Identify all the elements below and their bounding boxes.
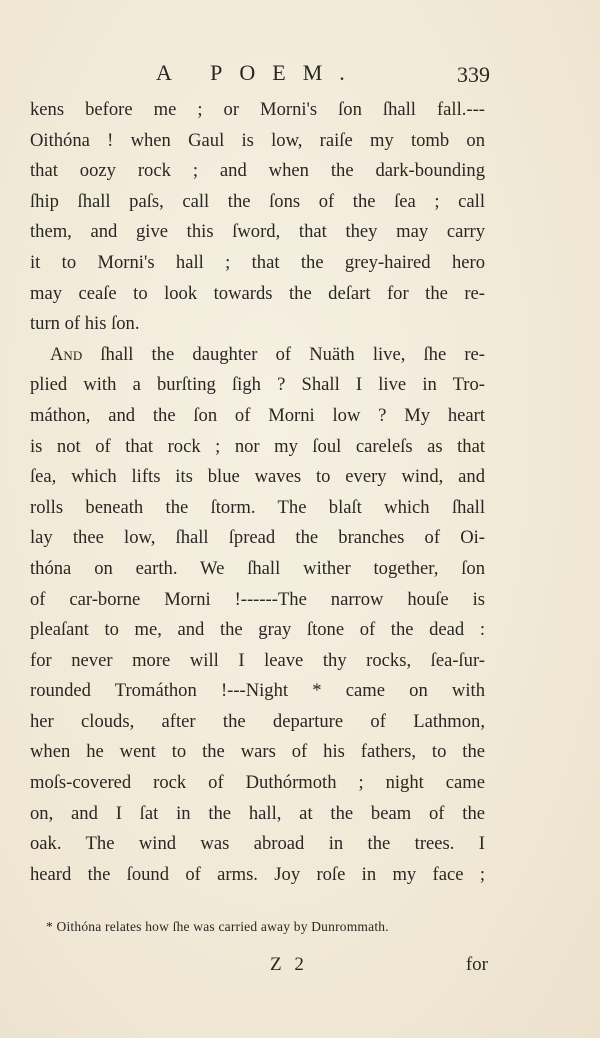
catchword: for [465,954,488,975]
paragraph-opening-rest: ſhall the daughter of Nuäth live, ſhe re- [82,343,485,365]
running-title: A POEM. [156,60,362,85]
text-line: when he went to the wars of his fathers, to the [30,741,485,763]
text-line: it to Morni's hall ; that the grey-haired hero [30,251,485,273]
text-line: turn of his ſon. [30,313,140,335]
text-line: ſea, which lifts its blue waves to every wind, and [30,466,485,488]
text-line: máthon, and the ſon of Morni low ? My heart [30,404,485,426]
text-line: ſhip ſhall paſs, call the ſons of the ſea ; call [30,190,485,212]
text-line: thóna on earth. We ſhall wither together, ſon [30,557,485,579]
text-line: rolls beneath the ſtorm. The blaſt which ſhall [30,496,485,518]
text-line: oak. The wind was abroad in the trees. I [30,833,485,855]
text-line: may ceaſe to look towards the deſart for the re- [30,282,485,304]
text-line: lay thee low, ſhall ſpread the branches of Oi- [30,527,485,549]
text-line: on, and I ſat in the hall, at the beam of the [30,802,485,824]
text-line: for never more will I leave thy rocks, ſea-ſur- [30,649,485,671]
text-line: them, and give this ſword, that they may carry [30,221,485,243]
text-line: heard the ſound of arms. Joy roſe in my face ; [30,863,485,885]
text-line: that oozy rock ; and when the dark-bounding [30,160,485,182]
text-line: plied with a burſting ſigh ? Shall I live in Tro- [30,374,485,396]
text-line: pleaſant to me, and the gray ſtone of the dead : [30,619,485,641]
text-line: of car-borne Morni !------The narrow houſe is [30,588,485,610]
text-line: rounded Tromáthon !---Night * came on with [30,680,485,702]
footnote: * Oithóna relates how ſhe was carried away by Dunrommath. [46,919,389,934]
body-text [30,95,485,890]
page-number: 339 [457,62,490,87]
text-line: kens before me ; or Morni's ſon ſhall fall.--- [30,99,485,120]
text-line: Oithóna ! when Gaul is low, raiſe my tomb on [30,129,485,151]
text-line: her clouds, after the departure of Lathmon, [30,710,485,732]
paragraph-opening-line [30,340,485,371]
paragraph-initial-word: And [50,343,83,365]
running-head [0,58,600,90]
text-line: moſs-covered rock of Duthórmoth ; night came [30,772,485,794]
signature-mark: Z 2 [270,954,308,975]
text-line: is not of that rock ; nor my ſoul careleſs as that [30,435,485,457]
